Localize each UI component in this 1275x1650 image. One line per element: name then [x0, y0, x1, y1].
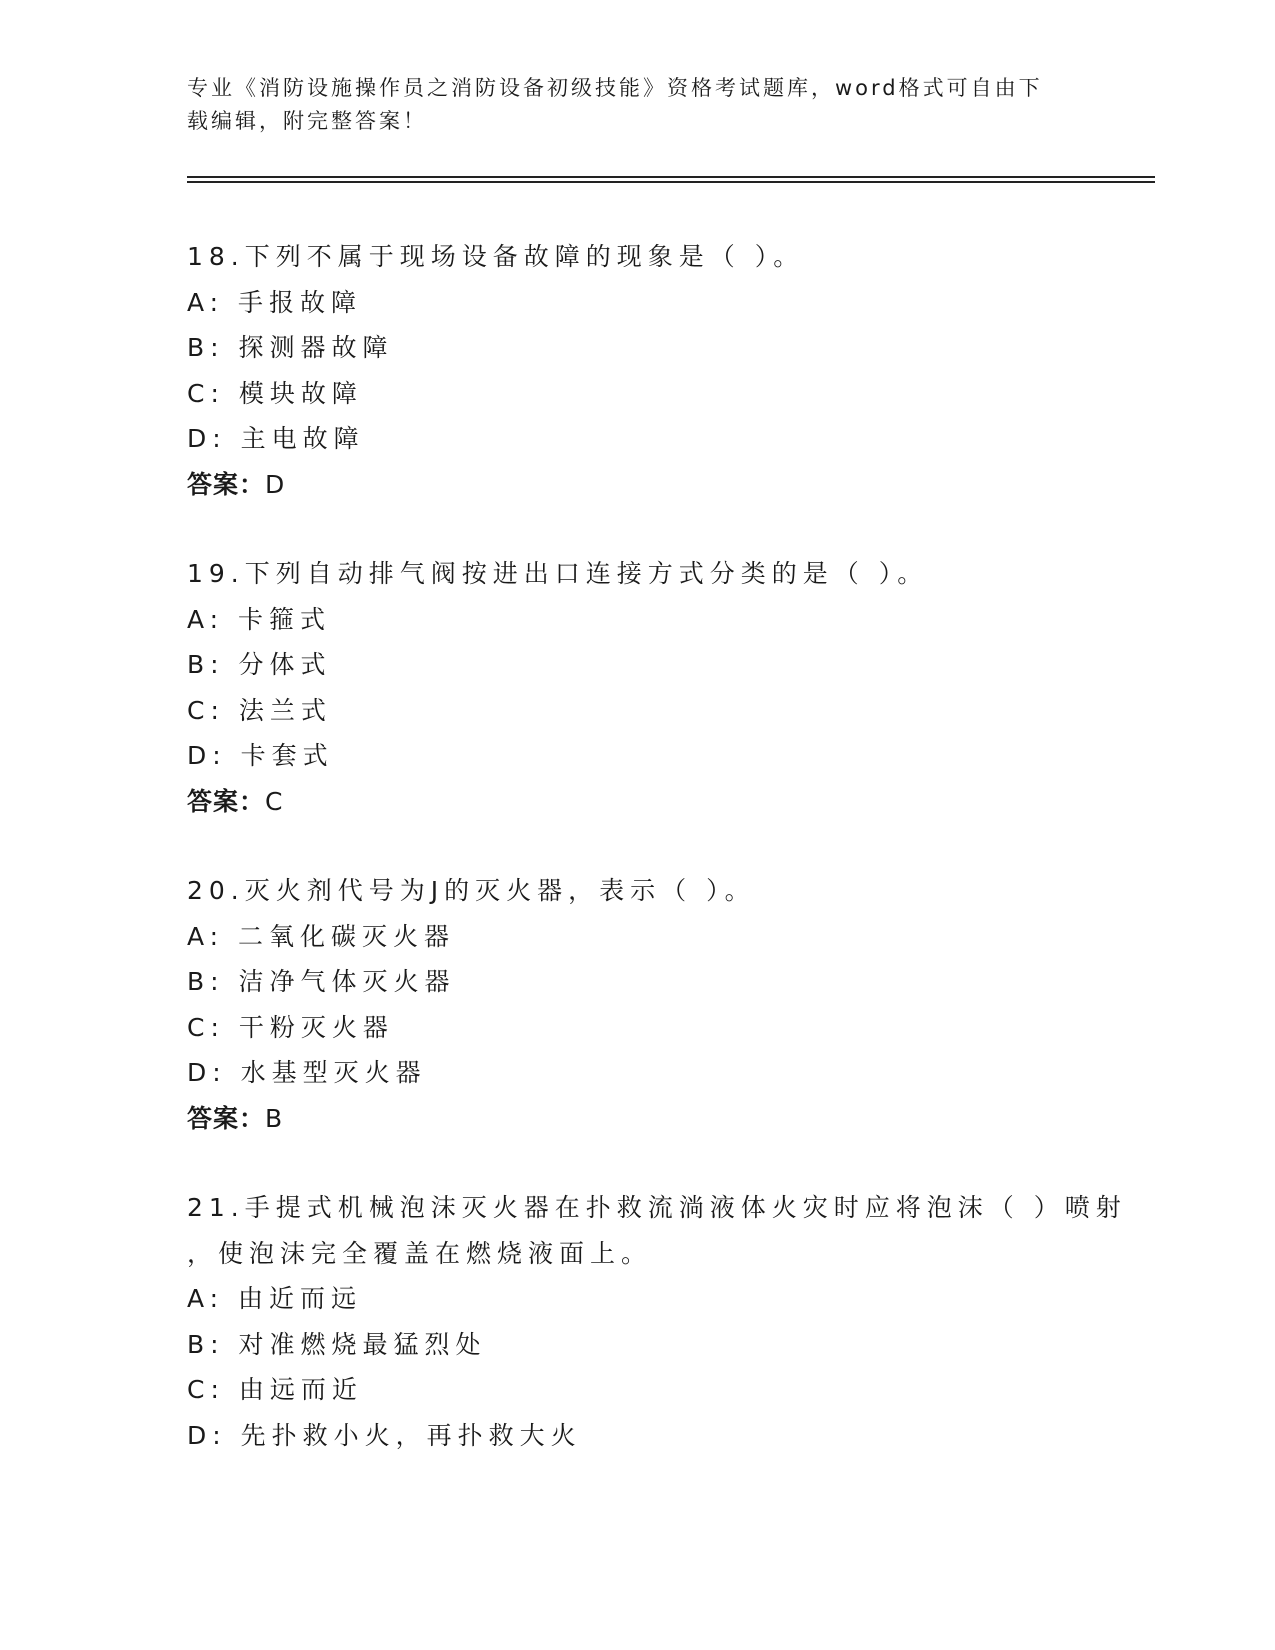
answer-label: 答案：	[187, 469, 266, 499]
question-19	[187, 551, 1087, 824]
question-18	[187, 234, 1087, 507]
answer-label: 答案：	[187, 1103, 266, 1133]
option-a: A: 由近而远	[187, 1284, 363, 1313]
option-a: A: 二氧化碳灭火器	[187, 921, 456, 951]
question-text-line-2: ，使泡沫完全覆盖在燃烧液面上。	[187, 1238, 653, 1268]
question-20	[187, 868, 1087, 1141]
question-text-line-1: 21.手提式机械泡沫灭火器在扑救流淌液体火灾时应将泡沫（ ）喷射	[187, 1193, 1127, 1222]
option-b: B: 洁净气体灭火器	[187, 967, 456, 996]
option-c: C: 模块故障	[187, 378, 363, 408]
header-line-1: 专业《消防设施操作员之消防设备初级技能》资格考试题库，word格式可自由下	[187, 76, 1043, 100]
answer	[187, 1096, 1087, 1142]
option-d: D: 先扑救小火，再扑救大火	[187, 1420, 582, 1450]
option-c: C: 干粉灭火器	[187, 1012, 394, 1042]
answer	[187, 462, 1087, 508]
answer-value: D	[265, 469, 286, 499]
option-b: B: 对准燃烧最猛烈处	[187, 1329, 487, 1359]
question-text: 20.灭火剂代号为J的灭火器，表示（ ）。	[187, 876, 756, 905]
document-header	[187, 72, 1077, 138]
header-divider-bottom	[187, 181, 1155, 183]
question-21	[187, 1185, 1127, 1458]
option-c: C: 法兰式	[187, 695, 332, 725]
answer	[187, 779, 1087, 825]
option-c: C: 由远而近	[187, 1375, 363, 1404]
question-list	[187, 234, 1127, 1502]
option-b: B: 分体式	[187, 650, 332, 679]
answer-label: 答案：	[187, 786, 266, 816]
option-d: D: 卡套式	[187, 741, 334, 770]
header-divider-top	[187, 176, 1155, 178]
header-line-2: 载编辑，附完整答案！	[187, 109, 427, 133]
question-text: 18.下列不属于现场设备故障的现象是（ ）。	[187, 242, 805, 271]
question-text: 19.下列自动排气阀按进出口连接方式分类的是（ ）。	[187, 559, 929, 588]
option-d: D: 主电故障	[187, 424, 365, 453]
option-d: D: 水基型灭火器	[187, 1058, 427, 1087]
answer-value: C	[265, 786, 284, 816]
answer-value: B	[265, 1103, 284, 1133]
option-b: B: 探测器故障	[187, 333, 394, 362]
option-a: A: 卡箍式	[187, 604, 332, 634]
option-a: A: 手报故障	[187, 287, 363, 317]
